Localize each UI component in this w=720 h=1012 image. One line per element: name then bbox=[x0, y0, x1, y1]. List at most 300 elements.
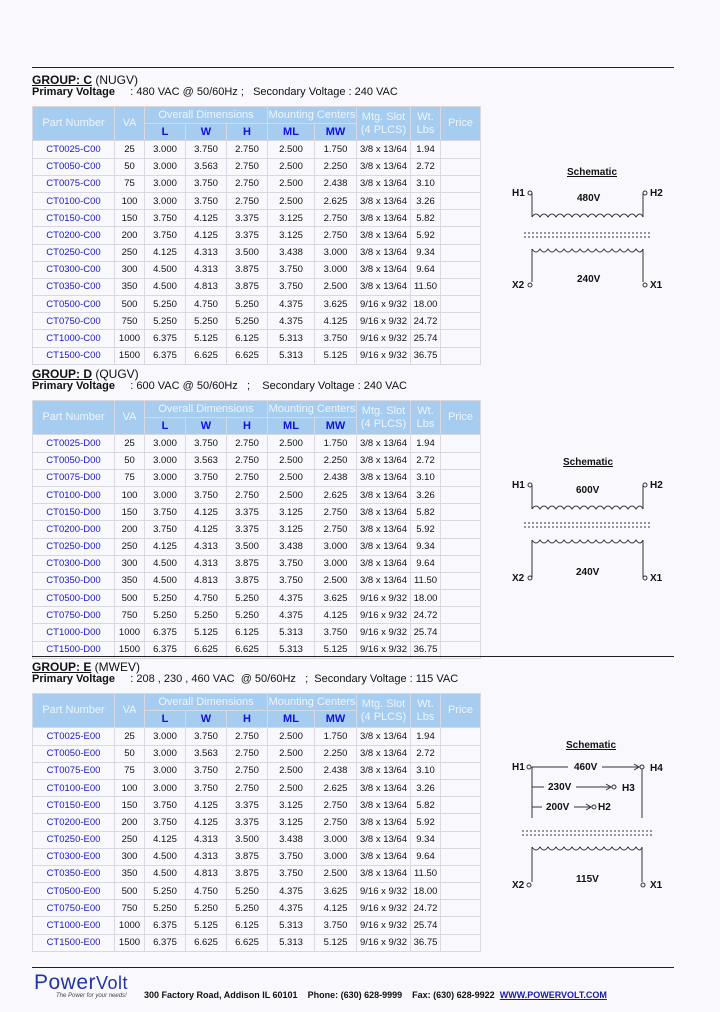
table-row bbox=[33, 831, 481, 848]
cell-weight: 5.92 bbox=[411, 521, 441, 538]
cell-weight: 5.82 bbox=[411, 797, 441, 814]
cell-va: 1000 bbox=[115, 330, 145, 347]
cell-weight: 18.00 bbox=[411, 590, 441, 607]
cell-dim-h: 2.750 bbox=[227, 175, 268, 192]
cell-part-number[interactable]: CT0075-E00 bbox=[33, 762, 115, 779]
cell-va: 75 bbox=[115, 175, 145, 192]
top-rule bbox=[32, 67, 674, 68]
cell-dim-w: 4.313 bbox=[186, 848, 227, 865]
header-l: L bbox=[145, 711, 186, 728]
cell-mtg-slot: 3/8 x 13/64 bbox=[357, 227, 411, 244]
cell-weight: 25.74 bbox=[411, 330, 441, 347]
terminal-h1: H1 bbox=[512, 188, 525, 199]
cell-mount-mw: 2.750 bbox=[315, 521, 357, 538]
cell-dim-w: 3.750 bbox=[186, 779, 227, 796]
table-row bbox=[33, 572, 481, 589]
cell-part-number[interactable]: CT0350-C00 bbox=[33, 278, 115, 295]
schematic-title: Schematic bbox=[566, 740, 617, 751]
cell-price bbox=[441, 521, 481, 538]
cell-dim-h: 3.875 bbox=[227, 555, 268, 572]
primary-voltage: 600V bbox=[576, 485, 600, 496]
table-row bbox=[33, 745, 481, 762]
cell-mtg-slot: 9/16 x 9/32 bbox=[357, 296, 411, 313]
cell-dim-w: 3.750 bbox=[186, 141, 227, 158]
table-row bbox=[33, 504, 481, 521]
cell-dim-w: 3.750 bbox=[186, 486, 227, 503]
cell-part-number[interactable]: CT0250-D00 bbox=[33, 538, 115, 555]
cell-price bbox=[441, 900, 481, 917]
cell-mount-mw: 4.125 bbox=[315, 607, 357, 624]
cell-dim-w: 4.813 bbox=[186, 865, 227, 882]
cell-part-number[interactable]: CT1000-D00 bbox=[33, 624, 115, 641]
header-part-number: Part Number bbox=[33, 694, 115, 728]
cell-dim-w: 3.750 bbox=[186, 762, 227, 779]
cell-dim-w: 4.125 bbox=[186, 814, 227, 831]
logo-tagline: The Power for your needs! bbox=[56, 993, 127, 999]
header-weight: Wt. Lbs bbox=[411, 694, 441, 728]
cell-mount-mw: 3.000 bbox=[315, 261, 357, 278]
cell-mount-ml: 3.438 bbox=[268, 831, 315, 848]
table-row bbox=[33, 797, 481, 814]
cell-mount-ml: 3.125 bbox=[268, 814, 315, 831]
cell-va: 50 bbox=[115, 452, 145, 469]
cell-price bbox=[441, 244, 481, 261]
terminal-h1: H1 bbox=[512, 480, 525, 491]
cell-va: 750 bbox=[115, 607, 145, 624]
header-l: L bbox=[145, 124, 186, 141]
header-w: W bbox=[186, 124, 227, 141]
cell-weight: 24.72 bbox=[411, 900, 441, 917]
cell-weight: 5.82 bbox=[411, 210, 441, 227]
cell-weight: 3.10 bbox=[411, 469, 441, 486]
header-mtg-slot: Mtg. Slot (4 PLCS) bbox=[357, 401, 411, 435]
table-row bbox=[33, 538, 481, 555]
cell-weight: 25.74 bbox=[411, 624, 441, 641]
cell-dim-w: 3.750 bbox=[186, 728, 227, 745]
cell-mtg-slot: 3/8 x 13/64 bbox=[357, 538, 411, 555]
cell-dim-w: 4.125 bbox=[186, 797, 227, 814]
table-row bbox=[33, 590, 481, 607]
header-h: H bbox=[227, 124, 268, 141]
cell-dim-l: 3.000 bbox=[145, 728, 186, 745]
cell-mount-ml: 4.375 bbox=[268, 607, 315, 624]
schematic-group-e bbox=[512, 736, 687, 896]
cell-va: 100 bbox=[115, 486, 145, 503]
cell-part-number[interactable]: CT0350-D00 bbox=[33, 572, 115, 589]
cell-part-number[interactable]: CT0025-D00 bbox=[33, 435, 115, 452]
cell-dim-h: 2.750 bbox=[227, 469, 268, 486]
cell-mount-ml: 3.125 bbox=[268, 504, 315, 521]
cell-dim-l: 5.250 bbox=[145, 296, 186, 313]
cell-va: 350 bbox=[115, 278, 145, 295]
cell-dim-l: 4.500 bbox=[145, 555, 186, 572]
cell-weight: 18.00 bbox=[411, 883, 441, 900]
cell-dim-w: 4.313 bbox=[186, 261, 227, 278]
cell-va: 350 bbox=[115, 572, 145, 589]
cell-dim-w: 4.125 bbox=[186, 227, 227, 244]
cell-part-number[interactable]: CT0350-E00 bbox=[33, 865, 115, 882]
cell-price bbox=[441, 158, 481, 175]
cell-price bbox=[441, 934, 481, 951]
header-mounting-centers: Mounting Centers bbox=[268, 107, 357, 124]
cell-part-number[interactable]: CT1500-E00 bbox=[33, 934, 115, 951]
cell-va: 300 bbox=[115, 848, 145, 865]
cell-mount-ml: 3.750 bbox=[268, 572, 315, 589]
cell-weight: 25.74 bbox=[411, 917, 441, 934]
cell-mount-mw: 3.750 bbox=[315, 330, 357, 347]
cell-part-number[interactable]: CT0200-C00 bbox=[33, 227, 115, 244]
header-w: W bbox=[186, 711, 227, 728]
cell-dim-h: 3.875 bbox=[227, 278, 268, 295]
terminal-x2: X2 bbox=[512, 880, 525, 891]
cell-dim-w: 3.750 bbox=[186, 469, 227, 486]
cell-dim-h: 2.750 bbox=[227, 141, 268, 158]
cell-part-number[interactable]: CT0075-D00 bbox=[33, 469, 115, 486]
cell-price bbox=[441, 469, 481, 486]
cell-mtg-slot: 3/8 x 13/64 bbox=[357, 728, 411, 745]
cell-price bbox=[441, 814, 481, 831]
cell-price bbox=[441, 313, 481, 330]
voltage-line: Primary Voltage : 480 VAC @ 50/60Hz ; Secondary Voltage : 240 VAC bbox=[32, 86, 398, 98]
secondary-voltage: 115V bbox=[576, 874, 599, 885]
cell-dim-w: 5.250 bbox=[186, 900, 227, 917]
cell-mount-mw: 2.250 bbox=[315, 158, 357, 175]
cell-va: 150 bbox=[115, 504, 145, 521]
cell-price bbox=[441, 435, 481, 452]
cell-dim-h: 6.625 bbox=[227, 641, 268, 658]
cell-part-number[interactable]: CT0300-C00 bbox=[33, 261, 115, 278]
spec-table bbox=[32, 693, 481, 952]
cell-part-number[interactable]: CT0025-C00 bbox=[33, 141, 115, 158]
header-mw: MW bbox=[315, 124, 357, 141]
cell-va: 1500 bbox=[115, 347, 145, 364]
cell-price bbox=[441, 210, 481, 227]
header-mtg-slot: Mtg. Slot (4 PLCS) bbox=[357, 694, 411, 728]
cell-mount-mw: 3.000 bbox=[315, 831, 357, 848]
cell-mtg-slot: 9/16 x 9/32 bbox=[357, 883, 411, 900]
cell-price bbox=[441, 141, 481, 158]
cell-weight: 9.64 bbox=[411, 555, 441, 572]
cell-part-number[interactable]: CT0300-E00 bbox=[33, 848, 115, 865]
cell-part-number[interactable]: CT0150-E00 bbox=[33, 797, 115, 814]
header-weight: Wt. Lbs bbox=[411, 401, 441, 435]
cell-part-number[interactable]: CT0500-D00 bbox=[33, 590, 115, 607]
cell-dim-h: 3.375 bbox=[227, 797, 268, 814]
cell-price bbox=[441, 831, 481, 848]
cell-weight: 24.72 bbox=[411, 607, 441, 624]
cell-mtg-slot: 3/8 x 13/64 bbox=[357, 831, 411, 848]
table-row bbox=[33, 779, 481, 796]
cell-part-number[interactable]: CT0250-E00 bbox=[33, 831, 115, 848]
voltage-line: Primary Voltage : 600 VAC @ 50/60Hz ; Secondary Voltage : 240 VAC bbox=[32, 380, 407, 392]
cell-mount-mw: 3.750 bbox=[315, 624, 357, 641]
cell-dim-w: 5.125 bbox=[186, 917, 227, 934]
cell-weight: 24.72 bbox=[411, 313, 441, 330]
cell-weight: 9.34 bbox=[411, 244, 441, 261]
cell-part-number[interactable]: CT0200-D00 bbox=[33, 521, 115, 538]
cell-va: 75 bbox=[115, 469, 145, 486]
header-ml: ML bbox=[268, 711, 315, 728]
cell-dim-w: 5.250 bbox=[186, 607, 227, 624]
cell-dim-w: 3.750 bbox=[186, 175, 227, 192]
cell-mtg-slot: 3/8 x 13/64 bbox=[357, 814, 411, 831]
cell-dim-l: 3.750 bbox=[145, 797, 186, 814]
cell-dim-l: 4.125 bbox=[145, 831, 186, 848]
cell-mount-mw: 3.625 bbox=[315, 883, 357, 900]
cell-weight: 3.26 bbox=[411, 486, 441, 503]
header-part-number: Part Number bbox=[33, 107, 115, 141]
cell-mtg-slot: 3/8 x 13/64 bbox=[357, 278, 411, 295]
table-row bbox=[33, 883, 481, 900]
cell-part-number[interactable]: CT0300-D00 bbox=[33, 555, 115, 572]
cell-dim-h: 3.375 bbox=[227, 210, 268, 227]
cell-mount-ml: 2.500 bbox=[268, 192, 315, 209]
cell-mount-mw: 5.125 bbox=[315, 641, 357, 658]
cell-va: 500 bbox=[115, 296, 145, 313]
cell-price bbox=[441, 865, 481, 882]
header-mw: MW bbox=[315, 418, 357, 435]
cell-mtg-slot: 3/8 x 13/64 bbox=[357, 779, 411, 796]
cell-price bbox=[441, 261, 481, 278]
cell-dim-l: 5.250 bbox=[145, 900, 186, 917]
cell-dim-h: 6.625 bbox=[227, 347, 268, 364]
cell-weight: 36.75 bbox=[411, 347, 441, 364]
cell-mtg-slot: 9/16 x 9/32 bbox=[357, 934, 411, 951]
cell-dim-l: 3.750 bbox=[145, 210, 186, 227]
cell-weight: 3.10 bbox=[411, 762, 441, 779]
cell-price bbox=[441, 797, 481, 814]
cell-va: 25 bbox=[115, 728, 145, 745]
table-row bbox=[33, 313, 481, 330]
cell-mount-ml: 3.750 bbox=[268, 865, 315, 882]
cell-mount-mw: 2.500 bbox=[315, 865, 357, 882]
cell-dim-w: 5.125 bbox=[186, 624, 227, 641]
cell-part-number[interactable]: CT0075-C00 bbox=[33, 175, 115, 192]
cell-dim-l: 4.125 bbox=[145, 244, 186, 261]
cell-part-number[interactable]: CT0150-D00 bbox=[33, 504, 115, 521]
cell-dim-w: 4.313 bbox=[186, 244, 227, 261]
cell-va: 250 bbox=[115, 831, 145, 848]
cell-dim-w: 4.750 bbox=[186, 883, 227, 900]
cell-mount-ml: 2.500 bbox=[268, 175, 315, 192]
cell-dim-h: 3.375 bbox=[227, 521, 268, 538]
cell-dim-w: 4.125 bbox=[186, 521, 227, 538]
schematic-title: Schematic bbox=[563, 457, 614, 468]
cell-weight: 2.72 bbox=[411, 158, 441, 175]
cell-part-number[interactable]: CT0050-D00 bbox=[33, 452, 115, 469]
cell-weight: 5.82 bbox=[411, 504, 441, 521]
cell-price bbox=[441, 538, 481, 555]
cell-mtg-slot: 3/8 x 13/64 bbox=[357, 141, 411, 158]
cell-mount-mw: 5.125 bbox=[315, 934, 357, 951]
cell-price bbox=[441, 452, 481, 469]
cell-part-number[interactable]: CT0150-C00 bbox=[33, 210, 115, 227]
cell-dim-l: 6.375 bbox=[145, 347, 186, 364]
cell-part-number[interactable]: CT0100-E00 bbox=[33, 779, 115, 796]
cell-dim-h: 2.750 bbox=[227, 192, 268, 209]
cell-mount-ml: 2.500 bbox=[268, 435, 315, 452]
cell-mount-ml: 4.375 bbox=[268, 296, 315, 313]
cell-mount-ml: 2.500 bbox=[268, 452, 315, 469]
header-w: W bbox=[186, 418, 227, 435]
cell-dim-h: 3.875 bbox=[227, 261, 268, 278]
cell-dim-h: 3.375 bbox=[227, 814, 268, 831]
cell-dim-h: 5.250 bbox=[227, 883, 268, 900]
cell-mtg-slot: 9/16 x 9/32 bbox=[357, 590, 411, 607]
cell-dim-l: 5.250 bbox=[145, 313, 186, 330]
cell-mount-mw: 2.750 bbox=[315, 504, 357, 521]
cell-mount-ml: 4.375 bbox=[268, 590, 315, 607]
table-row bbox=[33, 555, 481, 572]
table-row bbox=[33, 728, 481, 745]
cell-mount-mw: 3.625 bbox=[315, 590, 357, 607]
cell-dim-w: 4.813 bbox=[186, 278, 227, 295]
cell-part-number[interactable]: CT0500-E00 bbox=[33, 883, 115, 900]
cell-weight: 9.64 bbox=[411, 261, 441, 278]
voltage-line: Primary Voltage : 208 , 230 , 460 VAC @ 50/60Hz ; Secondary Voltage : 115 VAC bbox=[32, 673, 459, 685]
terminal-x2: X2 bbox=[512, 573, 525, 584]
cell-mtg-slot: 3/8 x 13/64 bbox=[357, 244, 411, 261]
cell-part-number[interactable]: CT0250-C00 bbox=[33, 244, 115, 261]
cell-price bbox=[441, 175, 481, 192]
cell-weight: 5.92 bbox=[411, 227, 441, 244]
cell-mount-ml: 3.438 bbox=[268, 244, 315, 261]
header-ml: ML bbox=[268, 124, 315, 141]
cell-va: 50 bbox=[115, 745, 145, 762]
cell-mount-ml: 4.375 bbox=[268, 883, 315, 900]
cell-dim-h: 5.250 bbox=[227, 900, 268, 917]
cell-mtg-slot: 3/8 x 13/64 bbox=[357, 486, 411, 503]
cell-va: 150 bbox=[115, 210, 145, 227]
header-h: H bbox=[227, 711, 268, 728]
cell-dim-h: 3.500 bbox=[227, 831, 268, 848]
cell-mount-ml: 3.125 bbox=[268, 227, 315, 244]
cell-dim-h: 6.125 bbox=[227, 624, 268, 641]
cell-dim-l: 6.375 bbox=[145, 934, 186, 951]
cell-mtg-slot: 3/8 x 13/64 bbox=[357, 158, 411, 175]
cell-mount-ml: 5.313 bbox=[268, 330, 315, 347]
cell-va: 200 bbox=[115, 227, 145, 244]
group-title: GROUP: D (QUGV) bbox=[32, 367, 139, 381]
cell-mount-ml: 2.500 bbox=[268, 469, 315, 486]
cell-dim-l: 4.500 bbox=[145, 261, 186, 278]
cell-price bbox=[441, 779, 481, 796]
cell-mount-ml: 5.313 bbox=[268, 347, 315, 364]
cell-part-number[interactable]: CT0100-D00 bbox=[33, 486, 115, 503]
cell-part-number[interactable]: CT0750-E00 bbox=[33, 900, 115, 917]
cell-va: 250 bbox=[115, 538, 145, 555]
cell-price bbox=[441, 848, 481, 865]
cell-mount-mw: 2.625 bbox=[315, 192, 357, 209]
table-row bbox=[33, 624, 481, 641]
cell-va: 200 bbox=[115, 814, 145, 831]
cell-mount-mw: 2.750 bbox=[315, 227, 357, 244]
cell-part-number[interactable]: CT0100-C00 bbox=[33, 192, 115, 209]
cell-mount-mw: 1.750 bbox=[315, 141, 357, 158]
cell-price bbox=[441, 590, 481, 607]
cell-mtg-slot: 3/8 x 13/64 bbox=[357, 210, 411, 227]
cell-mount-ml: 2.500 bbox=[268, 762, 315, 779]
cell-dim-h: 3.375 bbox=[227, 504, 268, 521]
cell-part-number[interactable]: CT1000-E00 bbox=[33, 917, 115, 934]
cell-va: 1500 bbox=[115, 641, 145, 658]
table-row bbox=[33, 934, 481, 951]
cell-price bbox=[441, 192, 481, 209]
cell-dim-w: 4.313 bbox=[186, 831, 227, 848]
cell-dim-l: 6.375 bbox=[145, 330, 186, 347]
cell-dim-h: 2.750 bbox=[227, 435, 268, 452]
cell-part-number[interactable]: CT0050-E00 bbox=[33, 745, 115, 762]
cell-part-number[interactable]: CT1000-C00 bbox=[33, 330, 115, 347]
cell-price bbox=[441, 227, 481, 244]
table-row bbox=[33, 175, 481, 192]
cell-part-number[interactable]: CT0050-C00 bbox=[33, 158, 115, 175]
header-mtg-slot: Mtg. Slot (4 PLCS) bbox=[357, 107, 411, 141]
cell-dim-w: 6.625 bbox=[186, 347, 227, 364]
cell-dim-w: 4.750 bbox=[186, 590, 227, 607]
cell-part-number[interactable]: CT0025-E00 bbox=[33, 728, 115, 745]
cell-dim-h: 5.250 bbox=[227, 313, 268, 330]
cell-va: 150 bbox=[115, 797, 145, 814]
cell-mtg-slot: 3/8 x 13/64 bbox=[357, 762, 411, 779]
cell-va: 750 bbox=[115, 313, 145, 330]
cell-dim-l: 3.000 bbox=[145, 192, 186, 209]
header-va: VA bbox=[115, 107, 145, 141]
cell-part-number[interactable]: CT0500-C00 bbox=[33, 296, 115, 313]
cell-part-number[interactable]: CT0750-C00 bbox=[33, 313, 115, 330]
header-va: VA bbox=[115, 401, 145, 435]
header-va: VA bbox=[115, 694, 145, 728]
cell-mtg-slot: 3/8 x 13/64 bbox=[357, 745, 411, 762]
cell-va: 1000 bbox=[115, 624, 145, 641]
cell-weight: 36.75 bbox=[411, 641, 441, 658]
cell-va: 25 bbox=[115, 141, 145, 158]
cell-part-number[interactable]: CT0750-D00 bbox=[33, 607, 115, 624]
cell-part-number[interactable]: CT1500-C00 bbox=[33, 347, 115, 364]
cell-mount-mw: 1.750 bbox=[315, 435, 357, 452]
cell-dim-w: 3.563 bbox=[186, 158, 227, 175]
cell-mount-mw: 3.625 bbox=[315, 296, 357, 313]
secondary-voltage: 240V bbox=[576, 567, 600, 578]
cell-mount-mw: 2.500 bbox=[315, 278, 357, 295]
cell-weight: 9.34 bbox=[411, 538, 441, 555]
fax: Fax: (630) 628-9922 bbox=[412, 990, 495, 1000]
cell-dim-h: 2.750 bbox=[227, 728, 268, 745]
cell-mtg-slot: 3/8 x 13/64 bbox=[357, 848, 411, 865]
cell-dim-w: 4.313 bbox=[186, 538, 227, 555]
cell-price bbox=[441, 762, 481, 779]
cell-price bbox=[441, 330, 481, 347]
cell-part-number[interactable]: CT0200-E00 bbox=[33, 814, 115, 831]
cell-dim-w: 6.625 bbox=[186, 934, 227, 951]
cell-mtg-slot: 3/8 x 13/64 bbox=[357, 175, 411, 192]
header-mw: MW bbox=[315, 711, 357, 728]
header-ml: ML bbox=[268, 418, 315, 435]
table-row bbox=[33, 296, 481, 313]
cell-price bbox=[441, 624, 481, 641]
header-overall-dimensions: Overall Dimensions bbox=[145, 401, 268, 418]
table-row bbox=[33, 261, 481, 278]
cell-dim-w: 3.563 bbox=[186, 745, 227, 762]
cell-mount-mw: 4.125 bbox=[315, 313, 357, 330]
website-link[interactable]: WWW.POWERVOLT.COM bbox=[499, 990, 607, 1000]
terminal-h2: H2 bbox=[650, 188, 663, 199]
cell-mount-mw: 3.000 bbox=[315, 244, 357, 261]
cell-dim-h: 3.500 bbox=[227, 244, 268, 261]
cell-weight: 11.50 bbox=[411, 572, 441, 589]
cell-part-number[interactable]: CT1500-D00 bbox=[33, 641, 115, 658]
spec-table bbox=[32, 106, 481, 365]
